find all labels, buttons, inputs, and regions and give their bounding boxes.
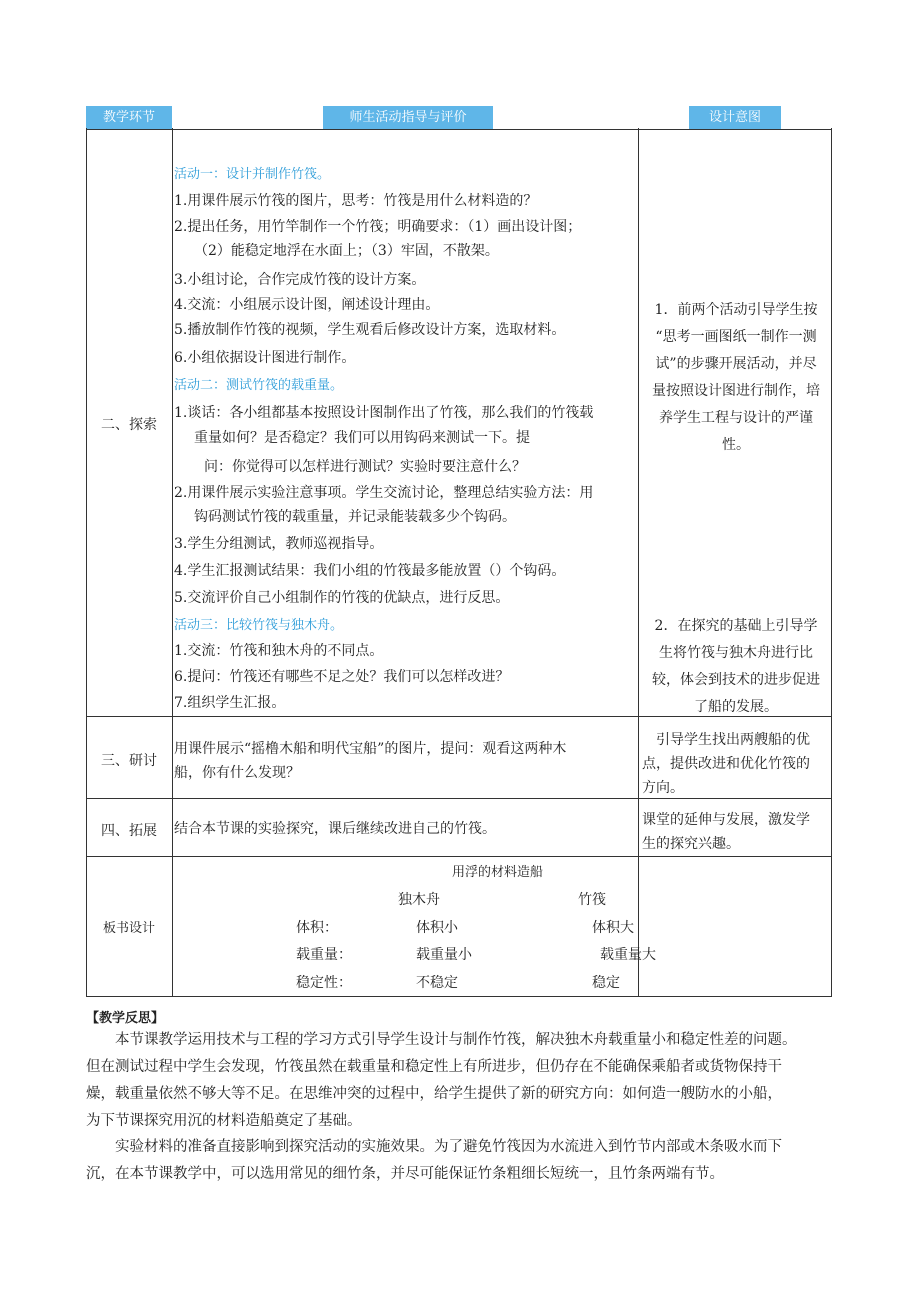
activity1-step: 4.交流：小组展示设计图，阐述设计理由。 (174, 297, 440, 313)
header-col-stage: 教学环节 (86, 106, 172, 130)
board-col-a: 独木舟 (398, 892, 440, 908)
board-row-a: 载重量小 (416, 947, 472, 963)
discuss-intent: 引导学生找出两艘船的优 点，提供改进和优化竹筏的 方向。 (642, 732, 810, 796)
stage-extend: 四、拓展 (101, 823, 157, 839)
activity2-step: 5.交流评价自己小组制作的竹筏的优缺点，进行反思。 (174, 590, 510, 606)
activity2-step: 问：你觉得可以怎样进行测试？实验时要注意什么？ (204, 459, 526, 475)
stage-board: 板书设计 (102, 921, 155, 936)
activity1-title: 活动一：设计并制作竹筏。 (174, 167, 331, 182)
board-row-a: 不稳定 (416, 975, 458, 991)
discuss-text: 用课件展示“摇橹木船和明代宝船”的图片，提问：观看这两种木 (174, 741, 567, 757)
activity3-title: 活动三：比较竹筏与独木舟。 (174, 618, 344, 633)
reflection-paragraph-2: 实验材料的准备直接影响到探究活动的实施效果。为了避免竹筏因为水流进入到竹节内部或木条吸水而下 沉，在本节课教学中，可以选用常见的细竹条，并尽可能保证竹条粗细长短统一，且竹条两端有节。 (86, 1139, 782, 1182)
activity2-title: 活动二：测试竹筏的载重量。 (174, 378, 344, 393)
extend-intent: 课堂的延伸与发展，激发学 生的探究兴趣。 (642, 812, 810, 852)
board-row-label: 稳定性： (296, 975, 352, 991)
activity1-step: 3.小组讨论，合作完成竹筏的设计方案。 (174, 272, 426, 288)
activity2-step: 3.学生分组测试，教师巡视指导。 (174, 536, 384, 552)
reflection-title: 【教学反思】 (86, 1011, 165, 1026)
activity2-step: 1.谈话：各小组都基本按照设计图制作出了竹筏，那么我们的竹筏载 (174, 405, 594, 421)
activity2-step: 钩码测试竹筏的载重量，并记录能装载多少个钩码。 (194, 509, 516, 525)
activity3-step: 7.组织学生汇报。 (174, 695, 286, 711)
explore-intent-2: 2．在探究的基础上引导学 生将竹筏与独木舟进行比 较，体会到技术的进步促进 了船的发展。 (652, 618, 820, 715)
board-row-b: 载重量大 (600, 947, 656, 963)
board-col-b: 竹筏 (578, 892, 606, 908)
activity3-step: 6.提问：竹筏还有哪些不足之处？我们可以怎样改进？ (174, 669, 510, 685)
explore-intent-1: 1．前两个活动引导学生按 “思考一画图纸一制作一测 试”的步骤开展活动，并尽 量按照设计图进行制作，培 养学生工程与设计的严谨 性。 (652, 302, 820, 453)
board-row-a: 体积小 (416, 920, 458, 936)
stage-discuss: 三、研讨 (101, 753, 157, 769)
board-row-label: 体积： (296, 920, 338, 936)
board-row-b: 稳定 (592, 975, 620, 991)
header-col-intent: 设计意图 (689, 106, 781, 130)
activity1-step: 6.小组依据设计图进行制作。 (174, 350, 356, 366)
extend-text: 结合本节课的实验探究，课后继续改进自己的竹筏。 (174, 821, 496, 837)
reflection-paragraph-1: 本节课教学运用技术与工程的学习方式引导学生设计与制作竹筏，解决独木舟载重量小和稳定性差的问题。 但在测试过程中学生会发现，竹筏虽然在载重量和稳定性上有所进步，但仍存在不能确保乘船者或货物保持干 燥，载重量依然不够大等不足。在思维冲突的过程中，给学生提供了新的研究方向：如何造一艘防水的小船， 为下节课探究用沉的材料造船奠定了基础。 (86, 1032, 797, 1129)
activity1-step: 2.提出任务，用竹竿制作一个竹筏；明确要求：（1）画出设计图； (174, 219, 582, 235)
activity1-step: 1.用课件展示竹筏的图片，思考：竹筏是用什么材料造的？ (174, 193, 538, 209)
activity1-step: 5.播放制作竹筏的视频，学生观看后修改设计方案，选取材料。 (174, 322, 566, 338)
activity3-step: 1.交流：竹筏和独木舟的不同点。 (174, 643, 384, 659)
activity2-step: 2.用课件展示实验注意事项。学生交流讨论，整理总结实验方法：用 (174, 485, 594, 501)
discuss-text: 船，你有什么发现？ (174, 765, 300, 781)
activity1-step: （2）能稳定地浮在水面上；（3）牢固，不散架。 (194, 243, 499, 259)
stage-explore: 二、探索 (101, 417, 157, 433)
board-row-b: 体积大 (592, 920, 634, 936)
board-row-label: 载重量： (296, 947, 352, 963)
activity2-step: 4.学生汇报测试结果：我们小组的竹筏最多能放置（）个钩码。 (174, 563, 566, 579)
activity2-step: 重量如何？是否稳定？我们可以用钩码来测试一下。提 (194, 430, 530, 446)
board-title: 用浮的材料造船 (452, 865, 544, 880)
header-col-activities: 师生活动指导与评价 (323, 106, 493, 130)
